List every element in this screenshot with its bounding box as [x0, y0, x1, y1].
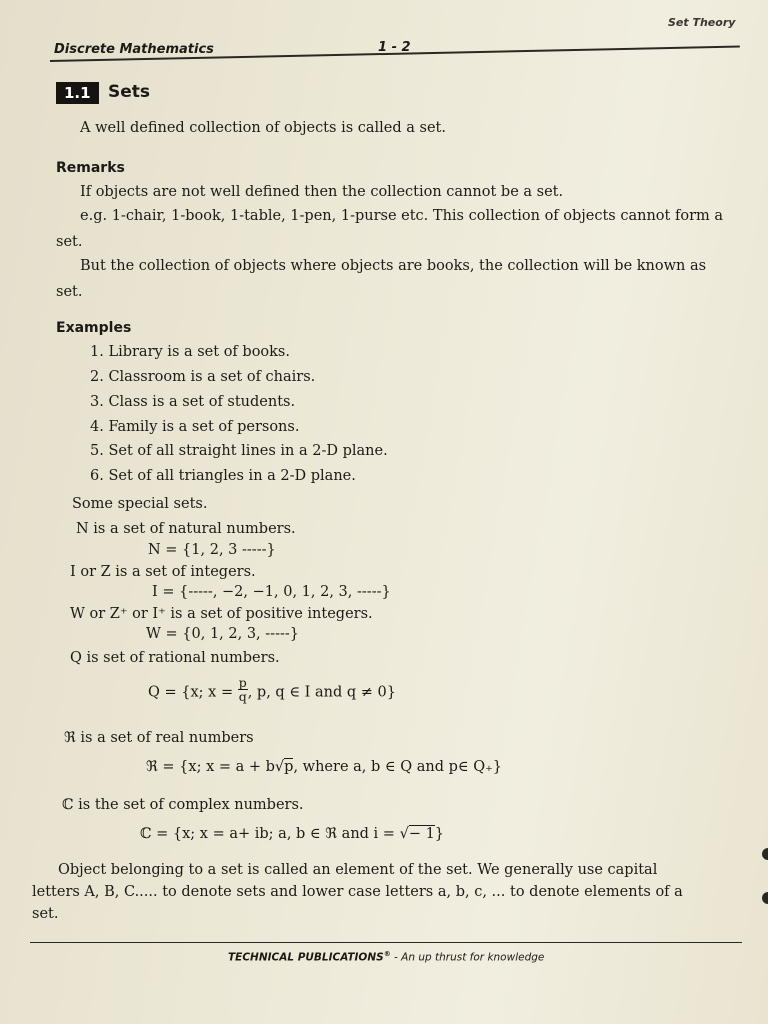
section-number-badge: 1.1	[56, 82, 99, 104]
list-item: 5. Set of all straight lines in a 2-D plane.	[90, 443, 388, 459]
closing-paragraph-line-2: letters A, B, C..... to denote sets and lower case letters a, b, c, ... to denote elements of a	[32, 884, 683, 900]
complex-numbers-description: ℂ is the set of complex numbers.	[62, 797, 304, 813]
square-root-symbol: √	[274, 759, 285, 775]
list-item: 6. Set of all triangles in a 2-D plane.	[90, 468, 356, 484]
footer-rule	[30, 942, 742, 943]
complex-equation-right: }	[434, 826, 445, 842]
examples-heading: Examples	[56, 320, 132, 336]
remark-paragraph-3-end: set.	[56, 284, 83, 300]
complex-equation-left: ℂ = {x; x = a+ ib; a, b ∈ ℜ and i =	[140, 826, 400, 842]
remarks-heading: Remarks	[56, 160, 125, 176]
complex-numbers-equation	[140, 826, 444, 842]
positive-integers-description: W or Z⁺ or I⁺ is a set of positive integers.	[70, 606, 373, 622]
rational-equation-left: Q = {x; x =	[148, 684, 238, 701]
fraction-numerator: p	[238, 675, 247, 690]
remark-paragraph-1: If objects are not well defined then the collection cannot be a set.	[80, 184, 564, 200]
rational-numbers-equation	[148, 675, 396, 704]
special-sets-intro: Some special sets.	[72, 496, 208, 512]
publisher-tagline: - An up thrust for knowledge	[390, 951, 545, 964]
book-title: Discrete Mathematics	[54, 42, 214, 57]
real-numbers-description: ℜ is a set of real numbers	[64, 730, 254, 746]
real-numbers-equation	[146, 759, 502, 775]
integers-equation: I = {-----, −2, −1, 0, 1, 2, 3, -----}	[152, 584, 391, 600]
binder-ring	[762, 848, 768, 860]
fraction	[238, 676, 248, 703]
publisher-footer	[228, 950, 544, 964]
remark-paragraph-3: But the collection of objects where objects are books, the collection will be known as	[80, 258, 707, 274]
natural-numbers-equation: N = {1, 2, 3 -----}	[148, 542, 276, 558]
real-equation-left: ℜ = {x; x = a + b	[146, 759, 275, 775]
section-title: Sets	[108, 82, 151, 102]
publisher-name: TECHNICAL PUBLICATIONS	[228, 951, 384, 964]
list-item: 1. Library is a set of books.	[90, 344, 290, 360]
chapter-running-title: Set Theory	[668, 16, 736, 29]
square-root-radicand: − 1	[408, 826, 435, 842]
closing-paragraph-line-3: set.	[32, 906, 59, 922]
list-item: 4. Family is a set of persons.	[90, 419, 300, 435]
page-number: 1 - 2	[378, 40, 411, 55]
rational-numbers-description: Q is set of rational numbers.	[70, 650, 280, 666]
natural-numbers-description: N is a set of natural numbers.	[76, 521, 296, 537]
square-root-radicand: p	[284, 759, 294, 775]
remark-paragraph-2-end: set.	[56, 234, 83, 250]
real-equation-right: , where a, b ∈ Q and p∈ Q₊}	[293, 759, 502, 775]
positive-integers-equation: W = {0, 1, 2, 3, -----}	[146, 626, 299, 642]
list-item: 3. Class is a set of students.	[90, 394, 296, 410]
binder-ring	[762, 892, 768, 904]
closing-paragraph-line-1: Object belonging to a set is called an element of the set. We generally use capital	[58, 862, 658, 878]
list-item: 2. Classroom is a set of chairs.	[90, 369, 316, 385]
set-definition: A well defined collection of objects is called a set.	[80, 120, 446, 136]
rational-equation-right: , p, q ∈ I and q ≠ 0}	[247, 684, 396, 701]
square-root-symbol: √	[399, 826, 409, 842]
registered-mark: ®	[383, 950, 391, 958]
fraction-denominator: q	[238, 689, 247, 704]
integers-description: I or Z is a set of integers.	[70, 564, 256, 580]
remark-paragraph-2: e.g. 1-chair, 1-book, 1-table, 1-pen, 1-purse etc. This collection of objects cannot form a	[80, 208, 723, 224]
